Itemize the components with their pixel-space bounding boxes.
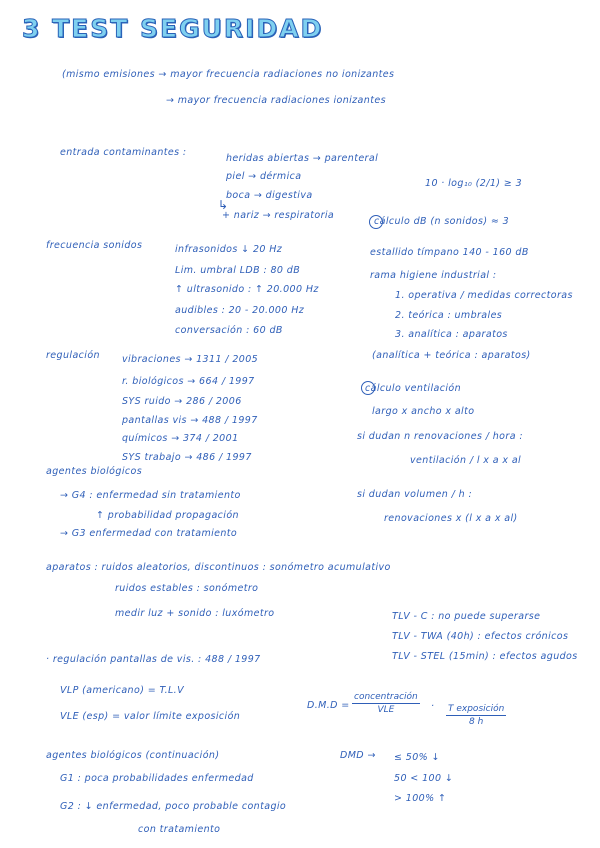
note-line: cálculo ventilación xyxy=(365,383,462,394)
note-line: TLV - TWA (40h) : efectos crónicos xyxy=(392,631,569,642)
note-line: cálculo dB (n sonidos) ≈ 3 xyxy=(374,216,510,227)
note-line: (analítica + teórica : aparatos) xyxy=(372,350,531,361)
note-line: boca → digestiva xyxy=(226,190,313,201)
note-line: vibraciones → 1311 / 2005 xyxy=(122,354,259,365)
note-line: VLE (esp) = valor límite exposición xyxy=(60,711,241,722)
note-line: TLV - STEL (15min) : efectos agudos xyxy=(392,651,578,662)
note-line: ruidos estables : sonómetro xyxy=(115,583,259,594)
note-line: con tratamiento xyxy=(138,824,221,835)
fraction-denominator: VLE xyxy=(377,705,395,715)
note-line: + nariz → respiratoria xyxy=(222,210,335,221)
note-line: piel → dérmica xyxy=(226,171,302,182)
note-line: VLP (americano) = T.L.V xyxy=(60,685,185,696)
note-line: DMD → xyxy=(340,750,376,761)
note-line: largo x ancho x alto xyxy=(372,406,475,417)
note-line: regulación xyxy=(46,350,100,361)
note-line: estallido tímpano 140 - 160 dB xyxy=(370,247,529,258)
note-line: rama higiene industrial : xyxy=(370,270,497,281)
note-line: entrada contaminantes : xyxy=(60,147,187,158)
note-line: G1 : poca probabilidades enfermedad xyxy=(60,773,254,784)
note-line: 2. teórica : umbrales xyxy=(395,310,503,321)
note-line: 3. analítica : aparatos xyxy=(395,329,508,340)
note-line: infrasonidos ↓ 20 Hz xyxy=(175,244,283,255)
note-line: → G3 enfermedad con tratamiento xyxy=(60,528,238,539)
note-line: medir luz + sonido : luxómetro xyxy=(115,608,275,619)
note-line: químicos → 374 / 2001 xyxy=(122,433,239,444)
note-line: renovaciones x (l x a x al) xyxy=(384,513,518,524)
note-line: (mismo emisiones → mayor frecuencia radiaciones no ionizantes xyxy=(62,69,395,80)
note-line: · regulación pantallas de vis. : 488 / 1997 xyxy=(46,654,261,665)
note-line: frecuencia sonidos xyxy=(46,240,143,251)
note-line: ventilación / l x a x al xyxy=(410,455,522,466)
arrow-icon: ↳ xyxy=(218,198,229,212)
note-line: Lim. umbral LDB : 80 dB xyxy=(175,265,301,276)
note-line: → G4 : enfermedad sin tratamiento xyxy=(60,490,241,501)
note-line: r. biológicos → 664 / 1997 xyxy=(122,376,255,387)
fraction-numerator: T exposición xyxy=(448,704,505,714)
dmd-fraction-exposure xyxy=(446,704,506,727)
note-line: si dudan n renovaciones / hora : xyxy=(357,431,523,442)
note-line: agentes biológicos xyxy=(46,466,143,477)
note-line: 10 · log₁₀ (2/1) ≥ 3 xyxy=(425,178,523,189)
page-title: 3 TEST SEGURIDAD xyxy=(22,14,324,43)
note-line: si dudan volumen / h : xyxy=(357,489,473,500)
note-line: conversación : 60 dB xyxy=(175,325,283,336)
note-line: ↑ ultrasonido : ↑ 20.000 Hz xyxy=(175,284,319,295)
note-line: agentes biológicos (continuación) xyxy=(46,750,220,761)
note-line: SYS ruido → 286 / 2006 xyxy=(122,396,242,407)
note-line: ≤ 50% ↓ xyxy=(394,752,440,763)
fraction-numerator: concentración xyxy=(354,692,418,702)
note-line: pantallas vis → 488 / 1997 xyxy=(122,415,258,426)
note-line: TLV - C : no puede superarse xyxy=(392,611,541,622)
note-line: > 100% ↑ xyxy=(394,793,447,804)
fraction-operator: · xyxy=(431,701,435,712)
note-line: 50 < 100 ↓ xyxy=(394,773,454,784)
note-line: SYS trabajo → 486 / 1997 xyxy=(122,452,252,463)
note-line: aparatos : ruidos aleatorios, discontinuos : sonómetro acumulativo xyxy=(46,562,391,573)
note-line: audibles : 20 - 20.000 Hz xyxy=(175,305,305,316)
note-line: 1. operativa / medidas correctoras xyxy=(395,290,573,301)
dmd-fraction-concentration xyxy=(352,692,420,715)
note-line: ↑ probabilidad propagación xyxy=(96,510,239,521)
fraction-denominator: 8 h xyxy=(469,717,484,727)
dmd-label: D.M.D = xyxy=(307,700,350,711)
note-line: → mayor frecuencia radiaciones ionizantes xyxy=(166,95,386,106)
note-line: heridas abiertas → parenteral xyxy=(226,153,379,164)
note-line: G2 : ↓ enfermedad, poco probable contagio xyxy=(60,801,287,812)
